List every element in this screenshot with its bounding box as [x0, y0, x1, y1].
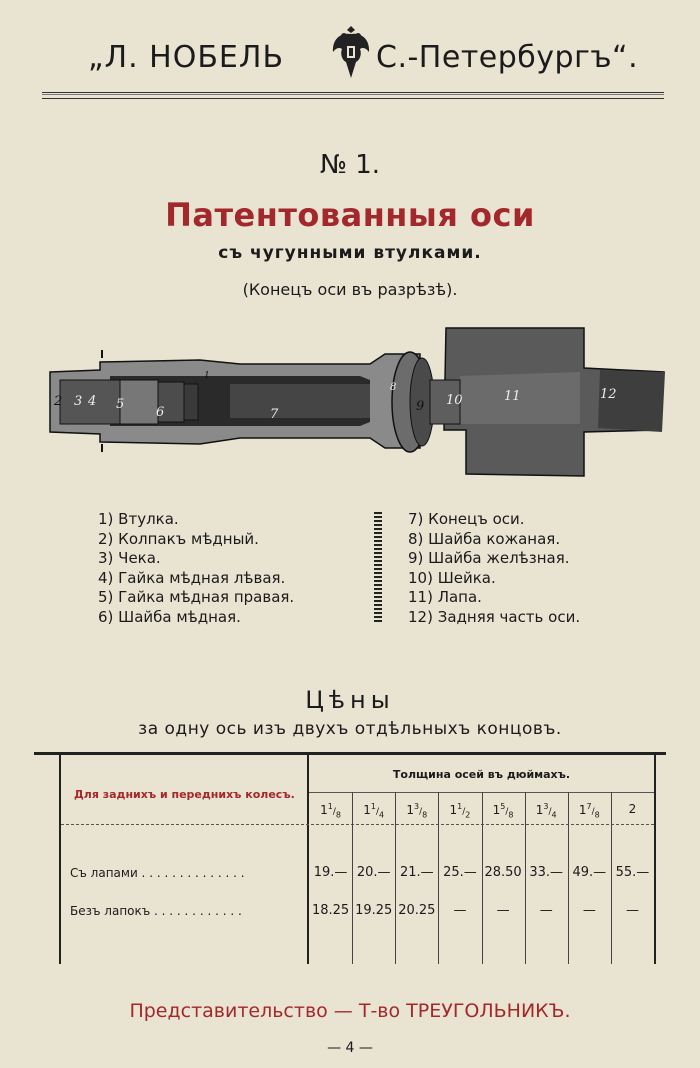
- list-item: 1) Втулка.: [98, 510, 179, 528]
- table-cell: 49.—: [572, 865, 607, 880]
- header-right: С.-Петербургъ“.: [376, 40, 639, 75]
- column-header-numerator: 3: [414, 802, 420, 811]
- column-header-numerator: 1: [370, 802, 376, 811]
- drawing-label: 11: [504, 389, 521, 404]
- column-header-whole: 1: [406, 803, 415, 817]
- column-header-denominator: 8: [422, 810, 428, 820]
- column-header: [309, 802, 352, 819]
- footer-representative: Представительство — Т-во ТРЕУГОЛЬНИКЪ.: [129, 1000, 571, 1022]
- drawing-label: 9: [416, 399, 425, 414]
- table-cell: 33.—: [529, 865, 564, 880]
- fraction-slash: /: [462, 807, 466, 817]
- double-headed-eagle-icon: [330, 22, 372, 84]
- fraction-slash: /: [332, 807, 336, 817]
- drawing-label: 3: [74, 394, 83, 409]
- column-header-whole: 1: [492, 803, 501, 817]
- axle-cross-section-drawing: [40, 320, 670, 490]
- list-item: 11) Лапа.: [408, 588, 482, 606]
- page-number: — 4 —: [327, 1040, 373, 1056]
- table-cell: —: [539, 903, 553, 918]
- column-header-whole: 1: [320, 803, 328, 817]
- parts-divider: [374, 512, 382, 624]
- header-rule: [42, 92, 664, 99]
- thickness-header: Толщина осей въ дюймахъ.: [392, 768, 571, 781]
- price-table: [34, 752, 666, 964]
- table-cell: —: [496, 903, 510, 918]
- row-header: Для заднихъ и переднихъ колесъ.: [74, 788, 295, 801]
- table-cell: 20.—: [356, 865, 391, 880]
- header-left: „Л. НОБЕЛЬ: [88, 40, 285, 75]
- column-header-numerator: 5: [500, 802, 506, 811]
- list-item: 7) Конецъ оси.: [408, 510, 525, 528]
- list-item: 10) Шейка.: [408, 568, 496, 587]
- table-cell: 55.—: [615, 865, 650, 880]
- table-cell: 19.25: [355, 903, 393, 918]
- page-title: Патентованныя оси: [165, 196, 535, 234]
- table-cell: —: [625, 903, 639, 918]
- table-cell: 21.—: [399, 865, 434, 880]
- table-rule: [654, 755, 656, 964]
- table-cell: 20.25: [398, 903, 436, 918]
- list-item: 9) Шайба желѣзная.: [408, 549, 570, 567]
- column-header: [568, 802, 611, 819]
- column-header-numerator: 7: [586, 802, 592, 811]
- table-cell: —: [453, 903, 467, 918]
- column-header-whole: 1: [363, 803, 371, 817]
- column-header: [611, 802, 654, 816]
- drawing-label: 1: [204, 371, 210, 381]
- page-subtitle: съ чугунными втулками.: [218, 243, 482, 263]
- column-header-denominator: 8: [594, 810, 600, 820]
- drawing-label: 4: [88, 394, 97, 409]
- column-header-whole: 1: [449, 803, 458, 817]
- column-header-denominator: 4: [551, 810, 557, 820]
- column-header: [438, 802, 481, 819]
- drawing-label: 2: [54, 394, 63, 409]
- column-header-denominator: 8: [508, 810, 514, 820]
- fraction-slash: /: [505, 807, 509, 817]
- list-item: 5) Гайка мѣдная правая.: [98, 588, 295, 606]
- drawing-label: 8: [390, 382, 397, 393]
- column-header: [525, 802, 568, 819]
- column-header: [482, 802, 525, 819]
- section-number: № 1.: [319, 150, 381, 180]
- table-cell: 18.25: [311, 903, 350, 918]
- drawing-caption: (Конецъ оси въ разрѣзѣ).: [242, 280, 458, 299]
- column-header-whole: 1: [578, 803, 587, 817]
- prices-subheading: за одну ось изъ двухъ отдѣльныхъ концовъ.: [138, 719, 562, 739]
- drawing-label: 6: [156, 405, 165, 420]
- table-cell: 28.50: [484, 865, 522, 880]
- column-header-whole: 2: [628, 802, 637, 816]
- list-item: 2) Колпакъ мѣдный.: [98, 529, 259, 548]
- table-row-label: Безъ лапокъ . . . . . . . . . . . .: [70, 904, 242, 918]
- parts-list-left: [98, 510, 294, 627]
- column-header-numerator: 3: [543, 802, 549, 811]
- table-cell: —: [582, 903, 596, 918]
- list-item: 8) Шайба кожаная.: [408, 529, 561, 548]
- column-header: [352, 802, 395, 819]
- column-header-whole: 1: [535, 803, 544, 817]
- table-cell: 19.—: [313, 865, 348, 880]
- table-rule: [307, 755, 309, 964]
- column-header: [395, 802, 438, 819]
- drawing-label: 5: [116, 397, 125, 412]
- drawing-label: 12: [600, 387, 617, 402]
- table-cell: 25.—: [443, 865, 477, 880]
- column-header-numerator: 1: [327, 802, 333, 811]
- table-rule: [34, 752, 666, 755]
- drawing-label: 10: [446, 393, 463, 408]
- column-header-denominator: 8: [335, 810, 341, 820]
- drawing-label: 7: [270, 407, 279, 422]
- prices-heading: Цѣны: [305, 686, 395, 714]
- parts-list-right: [408, 510, 580, 627]
- table-row-label: Съ лапами . . . . . . . . . . . . . .: [70, 866, 245, 880]
- column-header-denominator: 4: [379, 810, 385, 820]
- list-item: 3) Чека.: [98, 549, 161, 567]
- fraction-slash: /: [419, 807, 423, 817]
- fraction-slash: /: [548, 807, 552, 817]
- column-header-denominator: 2: [465, 810, 471, 820]
- list-item: 4) Гайка мѣдная лѣвая.: [98, 568, 286, 587]
- column-header-numerator: 1: [457, 802, 463, 811]
- fraction-slash: /: [591, 807, 595, 817]
- table-rule: [59, 755, 61, 964]
- table-rule: [61, 824, 654, 825]
- list-item: 6) Шайба мѣдная.: [98, 607, 241, 626]
- list-item: 12) Задняя часть оси.: [408, 607, 581, 626]
- fraction-slash: /: [375, 807, 380, 817]
